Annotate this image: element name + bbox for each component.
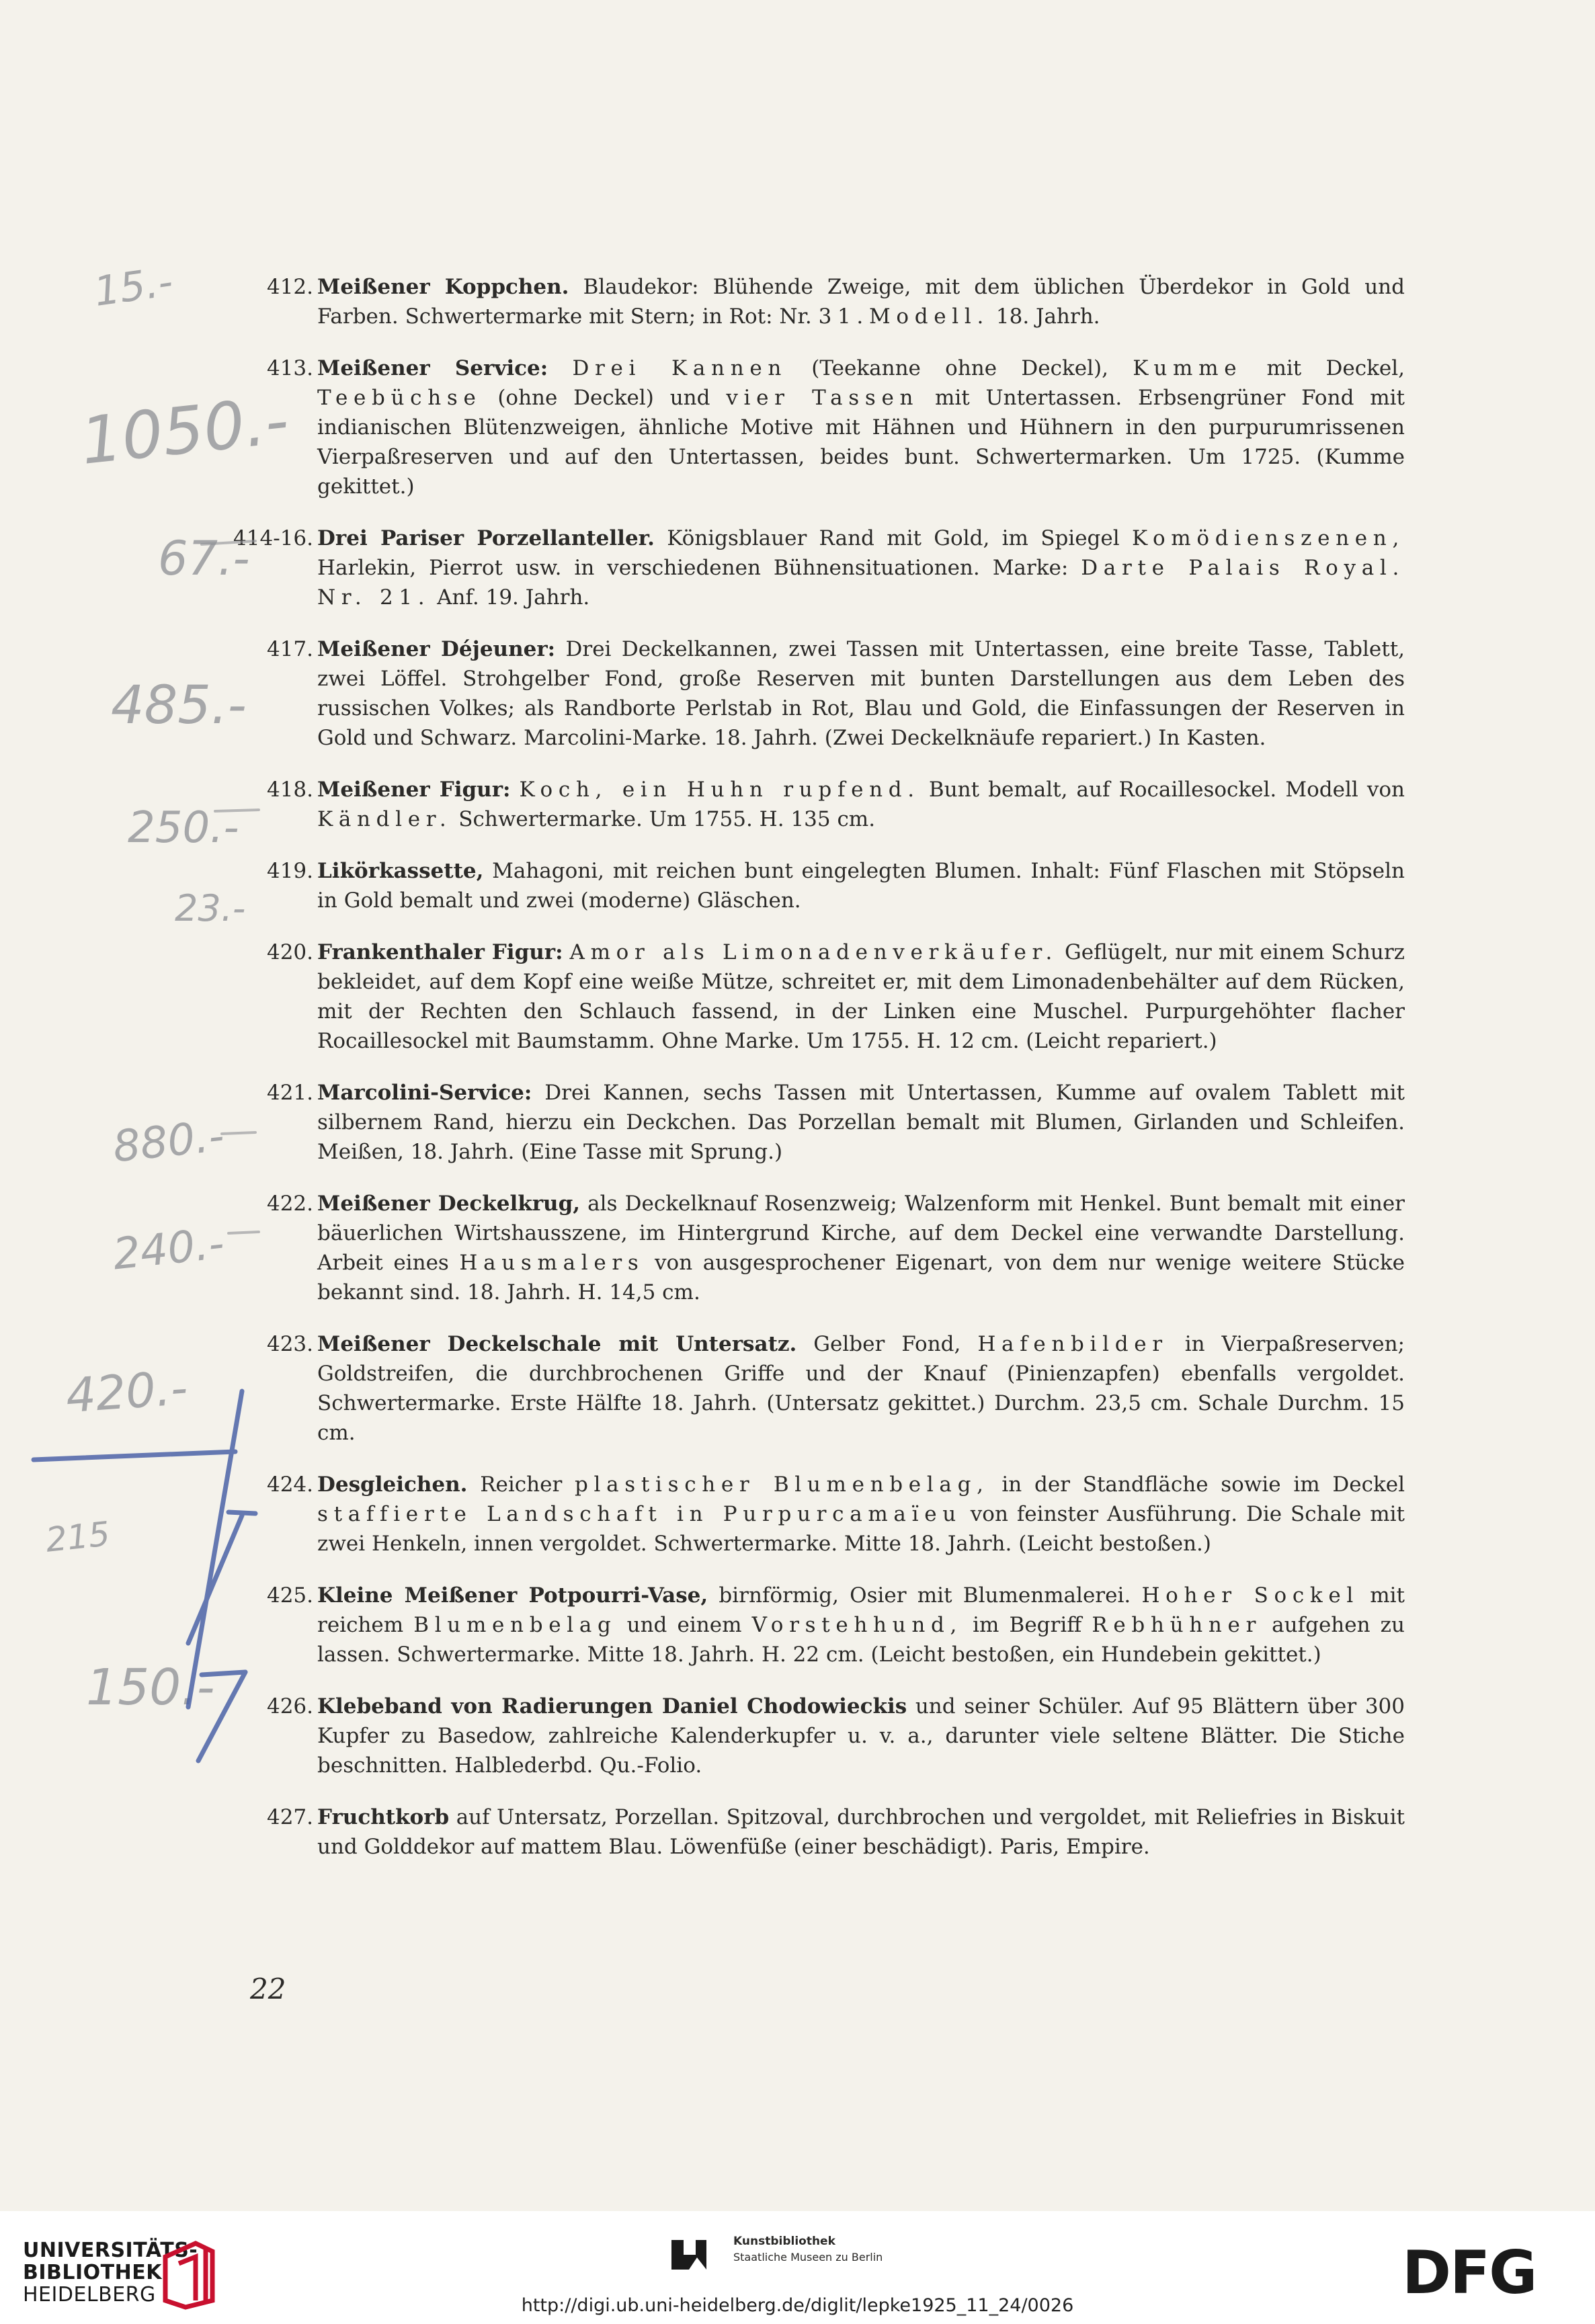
entry-text: Schwertermarke. Um 1755. H. 135 cm. (452, 807, 876, 831)
entry-text: Geflügelt, nur mit einem Schurz bekleidet, auf dem Kopf eine weiße Mütze, schreitet er, mit dem Limonadenbehälter auf dem Rücken, mit der Rechten den Schlauch fassend, in der Linken eine Muschel. Purpurgehöhter flacher Rocaillesockel mit Baumstamm. Ohne Marke. Um 1755. H. 12 cm. (Leicht repariert.) (317, 940, 1405, 1053)
entry-text: Harlekin, Pierrot usw. in verschiedenen Bühnensituationen. Marke: (317, 556, 1081, 580)
entry-text-spaced: Amor als Limonadenverkäufer. (569, 940, 1059, 964)
entry-text: und seiner Schüler. Auf 95 Blättern über 300 Kupfer zu Basedow, zahlreiche Kalenderkupfer u. v. a., darunter viele seltene Blätter. Die Stiche beschnitten. Halblederbd. Qu.-Folio. (317, 1694, 1405, 1778)
kunstbibliothek-icon (669, 2235, 723, 2275)
entry-number: 418. (266, 778, 313, 802)
entry-text: von feinster Ausführung. Die Schale mit zwei Henkeln, innen vergoldet. Schwertermarke. Mitte 18. Jahrh. (Leicht bestoßen.) (317, 1502, 1405, 1556)
entry-text-spaced: Koch, ein Huhn rupfend. (519, 778, 920, 802)
annotation-price: 420.- (64, 1360, 190, 1424)
entry-text (548, 356, 572, 380)
entry-text: in Vierpaßreserven; Goldstreifen, die durchbrochenen Griffe und der Knauf (Pinienzapfen) ebenfalls vergoldet. Schwertermarke. Erste Hälfte 18. Jahrh. (Untersatz gekittet.) Durchm. 23,5 cm. Schale Durchm. 15 cm. (317, 1332, 1405, 1445)
annotation-price: 67.- (158, 531, 250, 586)
entry-text: Mahagoni, mit reichen bunt eingelegten Blumen. Inhalt: Fünf Flaschen mit Stöpseln in Gold bemalt und zwei (moderne) Gläschen. (317, 859, 1405, 913)
entry-text: 18. Jahrh. (989, 304, 1100, 329)
annotation-price: 880.- (110, 1111, 227, 1173)
entry-number: 420. (266, 940, 313, 964)
entry-text: mit reichem (317, 1583, 1405, 1637)
entry-text: Blaudekor: Blühende Zweige, mit dem üblichen Überdekor in Gold und Farben. Schwertermarke mit Stern; in Rot: Nr. (317, 275, 1405, 329)
catalog-entry (242, 775, 1405, 834)
entry-title: Marcolini-Service: (317, 1081, 532, 1105)
entry-text-spaced: Hoher Sockel (1141, 1583, 1359, 1608)
catalog-entry (242, 272, 1405, 331)
catalog-entry (242, 1078, 1405, 1167)
entry-text-spaced: Hausmalers (459, 1251, 645, 1275)
entry-text-spaced: vier Tassen (726, 386, 919, 410)
entry-text-spaced: Hafenbilder (977, 1332, 1168, 1356)
annotation-price: 23.- (175, 887, 246, 929)
catalog-entry (242, 354, 1405, 501)
entry-title: Meißener Service: (317, 356, 548, 380)
ub-logo-line-1: UNIVERSITÄTS- (23, 2239, 198, 2262)
catalog-entry (242, 1692, 1405, 1780)
entry-number: 423. (266, 1332, 313, 1356)
entry-title: Meißener Figur: (317, 778, 511, 802)
annotation-price: 15.- (91, 258, 176, 316)
entry-title: Drei Pariser Porzellanteller. (317, 526, 655, 550)
entry-text: Drei Kannen, sechs Tassen mit Untertassen, Kumme auf ovalem Tablett mit silbernem Rand, hierzu ein Deckchen. Das Porzellan bemalt mit Blumen, Girlanden und Schleifen. Meißen, 18. Jahrh. (Eine Tasse mit Sprung.) (317, 1081, 1405, 1164)
entry-text: Gelber Fond, (796, 1332, 978, 1356)
page-number: 22 (250, 1973, 286, 2005)
entry-number: 425. (266, 1583, 313, 1608)
entry-number: 427. (266, 1805, 313, 1829)
annotation-price: 1050.- (77, 382, 292, 479)
entry-text: birnförmig, Osier mit Blumenmalerei. (708, 1583, 1142, 1608)
entry-title: Meißener Deckelkrug, (317, 1192, 581, 1216)
entry-text-spaced: Darte Palais Royal. Nr. 21. (317, 556, 1405, 610)
entry-title: Likörkassette, (317, 859, 484, 883)
entry-number: 426. (266, 1694, 313, 1718)
entry-text: mit Untertassen. Erbsengrüner Fond mit indianischen Blütenzweigen, ähnliche Motive mit Hähnen und Hühnern in den purpurumrissenen Vierpaßreserven und auf den Untertassen, beides bunt. Schwertermarken. Um 1725. (Kumme gekittet.) (317, 386, 1405, 499)
entry-text-spaced: Kumme (1133, 356, 1243, 380)
footer-bar (0, 2211, 1595, 2324)
entry-text: in der Standfläche sowie im Deckel (989, 1472, 1405, 1497)
entry-title: Meißener Deckelschale mit Untersatz. (317, 1332, 797, 1356)
kunstbibliothek-title: Kunstbibliothek (733, 2235, 835, 2248)
entry-text: als Deckelknauf Rosenzweig; Walzenform mit Henkel. Bunt bemalt mit einer bäuerlichen Wirtshausszene, im Hintergrund Kirche, auf dem Deckel eine verwandte Darstellung. Arbeit eines (317, 1192, 1405, 1275)
entry-number: 424. (266, 1472, 313, 1497)
entry-text (563, 940, 570, 964)
catalog-entry (242, 634, 1405, 753)
entry-number: 412. (266, 275, 313, 299)
entry-text: Anf. 19. Jahrh. (430, 585, 590, 610)
entry-text: (Teekanne ohne Deckel), (787, 356, 1133, 380)
entry-text: Reicher (467, 1472, 575, 1497)
entry-text: im Begriff (963, 1613, 1092, 1637)
entry-text-spaced: staffierte Landschaft in Purpurcamaïeu (317, 1502, 962, 1526)
entry-number: 414-16. (233, 526, 313, 550)
entry-number: 419. (266, 859, 313, 883)
dfg-logo[interactable]: DFG (1402, 2238, 1537, 2307)
entry-number: 422. (266, 1192, 313, 1216)
permalink-url[interactable]: http://digi.ub.uni-heidelberg.de/diglit/lepke1925_11_24/0026 (521, 2295, 1074, 2316)
entry-text: Drei Deckelkannen, zwei Tassen mit Untertassen, eine breite Tasse, Tablett, zwei Löffel. Strohgelber Fond, große Reserven mit bunten Darstellungen aus dem Leben des russischen Volkes; als Randborte Perlstab in Rot, Blau und Gold, die Einfassungen der Reserven in Gold und Schwarz. Marcolini-Marke. 18. Jahrh. (Zwei Deckelknäufe repariert.) In Kasten. (317, 637, 1405, 750)
entry-text-spaced: Kändler. (317, 807, 452, 831)
entry-title: Klebeband von Radierungen Daniel Chodowieckis (317, 1694, 907, 1718)
entry-text: von ausgesprochener Eigenart, von dem nur wenige weitere Stücke bekannt sind. 18. Jahrh. H. 14,5 cm. (317, 1251, 1405, 1304)
entry-text (510, 778, 519, 802)
entry-text-spaced: Komödienszenen, (1131, 526, 1405, 550)
entry-number: 421. (266, 1081, 313, 1105)
catalog-entry (242, 1802, 1405, 1862)
entry-text-spaced: Drei Kannen (572, 356, 788, 380)
entry-text: mit Deckel, (1242, 356, 1405, 380)
catalog-entry (233, 524, 1405, 612)
entry-text-spaced: Vorstehhund, (751, 1613, 963, 1637)
kunstbibliothek-subtitle: Staatliche Museen zu Berlin (733, 2251, 883, 2264)
entry-text: Königsblauer Rand mit Gold, im Spiegel (654, 526, 1132, 550)
annotation-price: 250.- (128, 803, 239, 853)
entry-number: 417. (266, 637, 313, 661)
annotation-price: 485.- (111, 675, 247, 736)
entry-title: Frankenthaler Figur: (317, 940, 563, 964)
entry-number: 413. (266, 356, 313, 380)
entry-text-spaced: Teebüchse (317, 386, 482, 410)
annotation-price: 240.- (110, 1218, 227, 1280)
entry-title: Meißener Koppchen. (317, 275, 569, 299)
entry-text-spaced: plastischer Blumenbelag, (575, 1472, 989, 1497)
entry-text: Bunt bemalt, auf Rocaillesockel. Modell von (919, 778, 1405, 802)
ub-logo-line-3: HEIDELBERG (23, 2283, 156, 2307)
catalog-entry (242, 1189, 1405, 1307)
catalog-entry (242, 1581, 1405, 1669)
entry-title: Kleine Meißener Potpourri-Vase, (317, 1583, 708, 1608)
catalog-entry (242, 856, 1405, 915)
entry-text-spaced: Blumenbelag (413, 1613, 617, 1637)
entry-text-spaced: 31.Modell. (818, 304, 990, 329)
catalog-entry (242, 938, 1405, 1056)
catalog-entry (242, 1470, 1405, 1559)
entry-title: Meißener Déjeuner: (317, 637, 556, 661)
catalog-entries (233, 272, 1405, 1884)
entry-text: auf Untersatz, Porzellan. Spitzoval, durchbrochen und vergoldet, mit Reliefries in Biskuit und Golddekor auf mattem Blau. Löwenfüße (einer beschädigt). Paris, Empire. (317, 1805, 1405, 1859)
entry-title: Desgleichen. (317, 1472, 468, 1497)
entry-text-spaced: Rebhühner (1092, 1613, 1262, 1637)
annotation-price: 215 (44, 1514, 112, 1560)
entry-text: und einem (616, 1613, 752, 1637)
entry-title: Fruchtkorb (317, 1805, 450, 1829)
entry-text: (ohne Deckel) und (481, 386, 727, 410)
catalog-entry (242, 1329, 1405, 1448)
annotation-price: 150.- (86, 1659, 215, 1716)
ub-logo-line-2: BIBLIOTHEK (23, 2261, 162, 2284)
entry-text: aufgehen zu lassen. Schwertermarke. Mitte 18. Jahrh. H. 22 cm. (Leicht bestoßen, ein Hundebein gekittet.) (317, 1613, 1405, 1667)
